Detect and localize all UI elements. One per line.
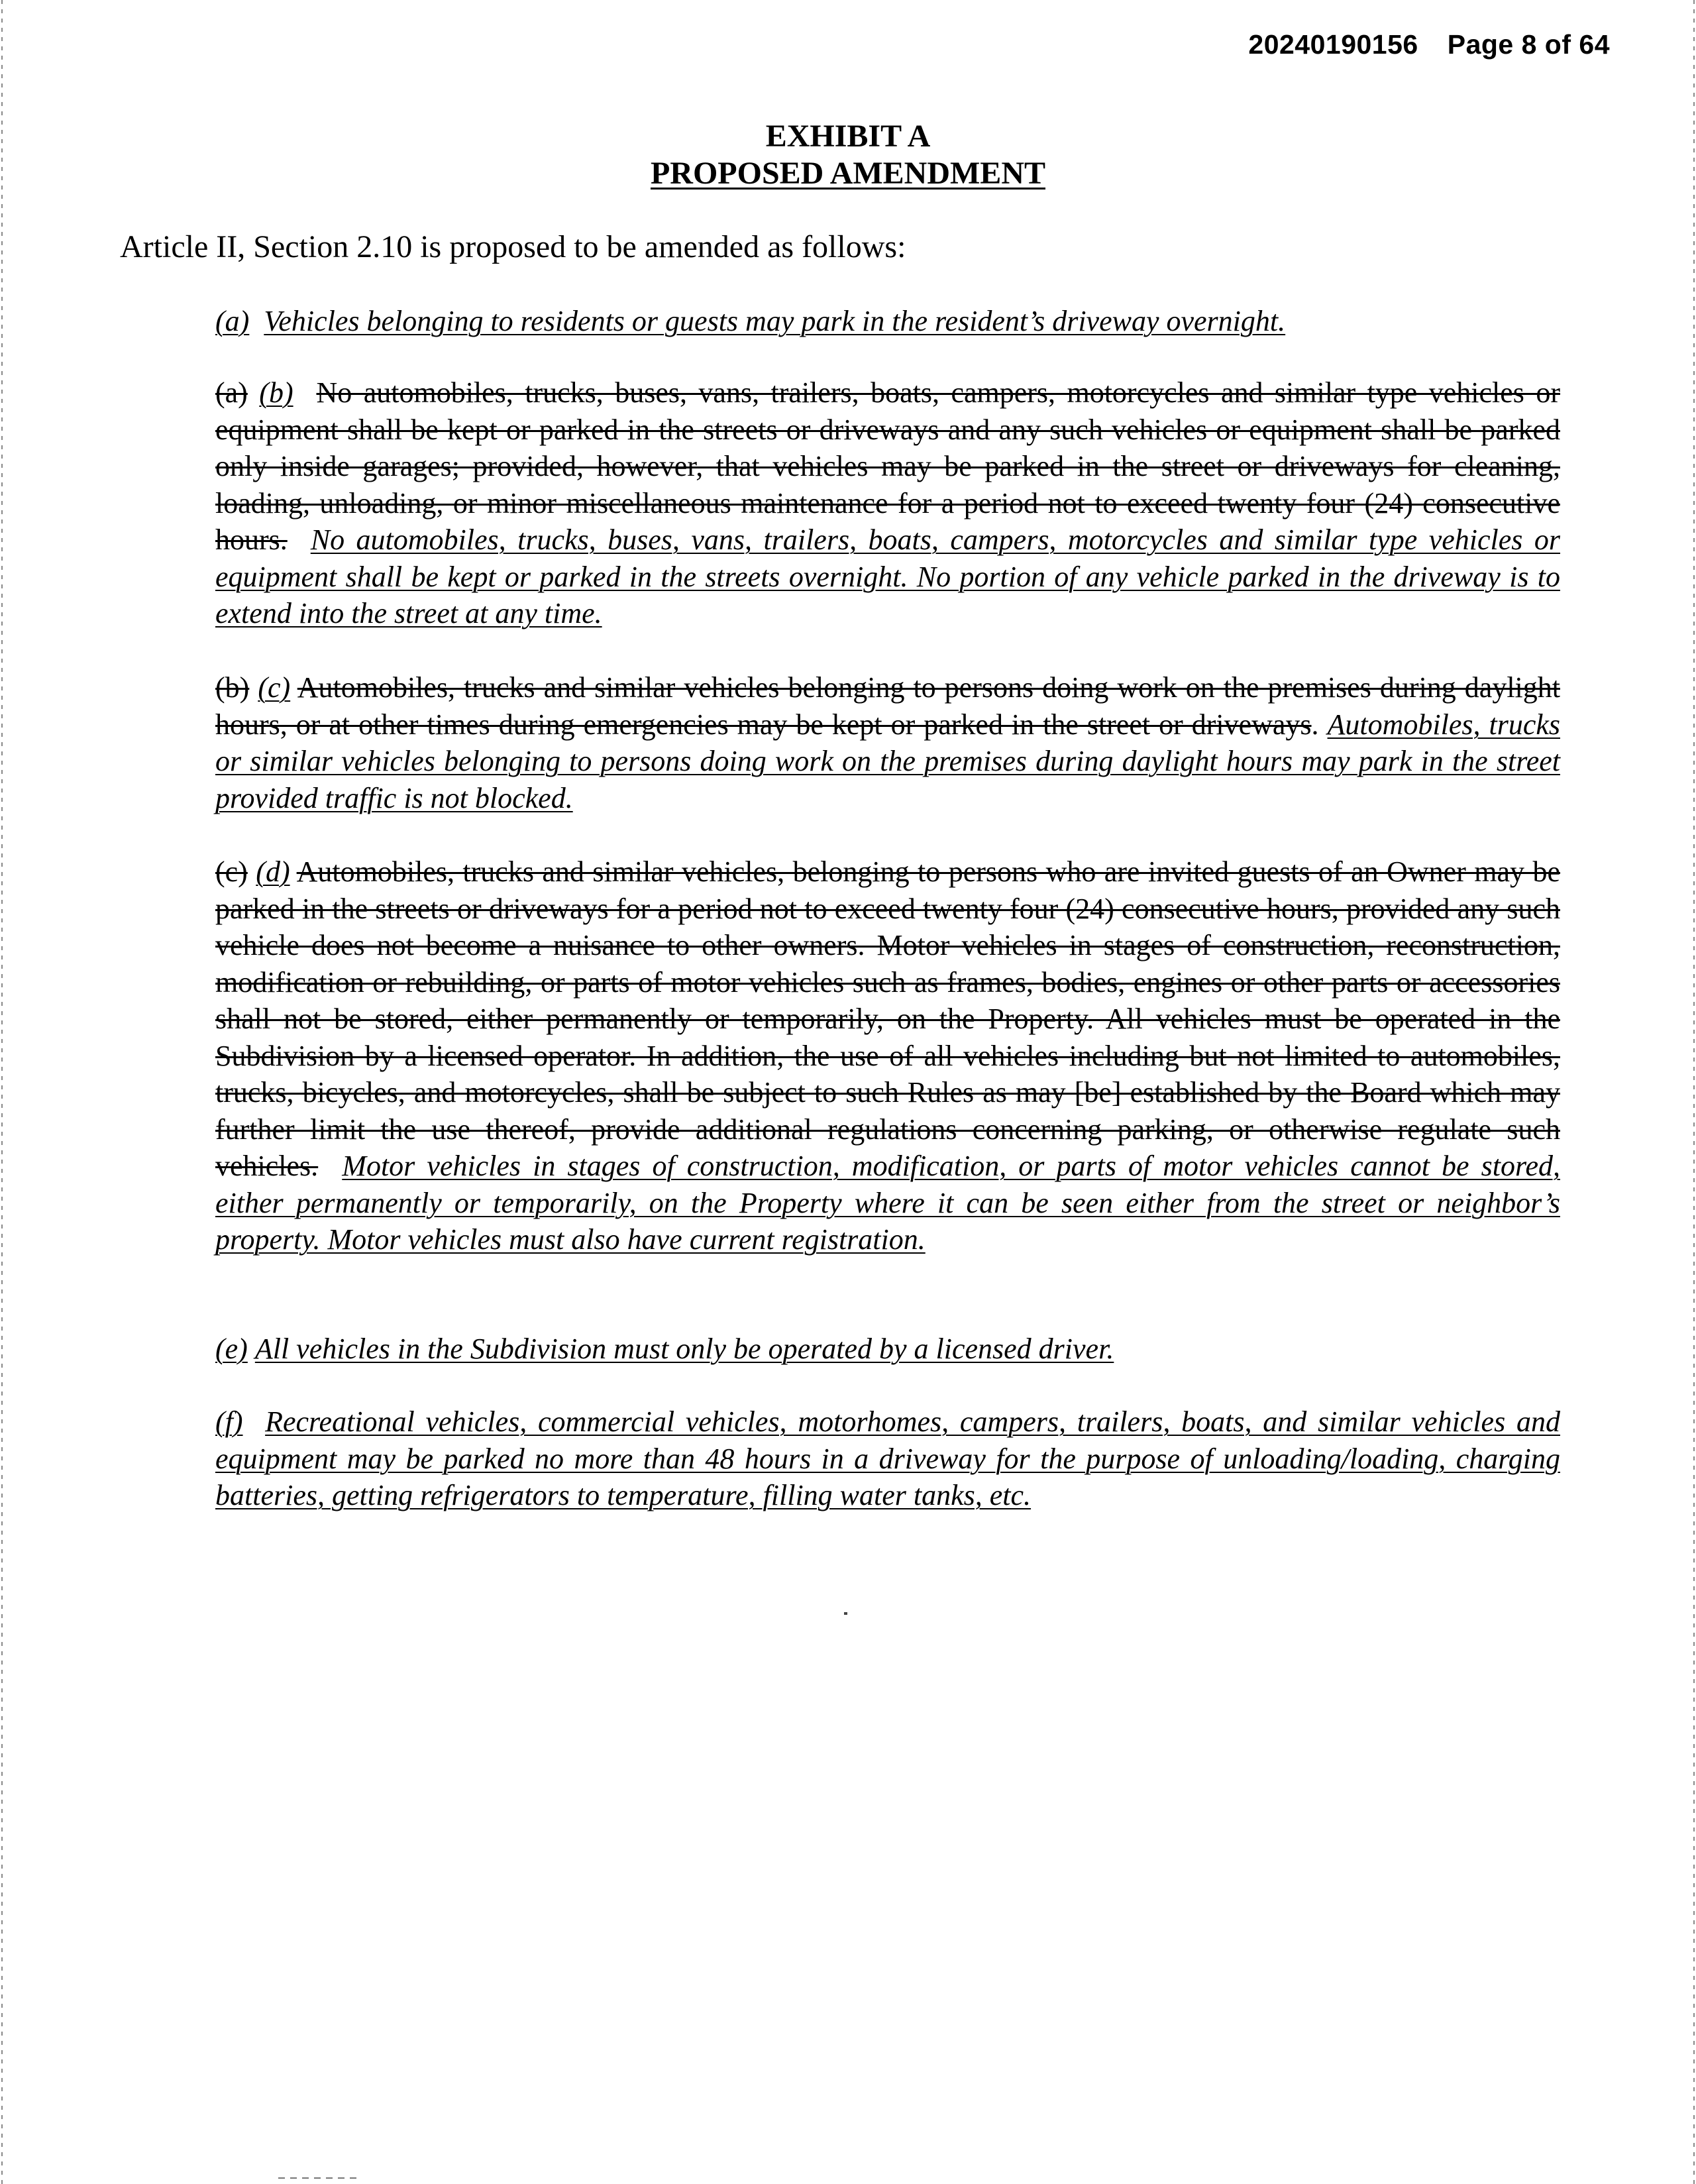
inserted-text: Recreational vehicles, commercial vehicles, motorhomes, campers, trailers, boats, and similar vehicles and equipment may be parked no more than 48 hours in a driveway for the purpose of unloading/loading, charging batteries, getting refrigerators to temperature, filling water tanks, etc.: [215, 1405, 1560, 1511]
new-marker: (f): [215, 1405, 243, 1438]
old-marker: (b): [215, 671, 250, 704]
intro-sentence: Article II, Section 2.10 is proposed to be amended as follows:: [120, 229, 906, 264]
inserted-text: Automobiles, trucks or similar vehicles belonging to persons doing work on the premises during daylight hours may park in the street provided traffic is not blocked.: [215, 708, 1561, 814]
recording-stamp: [1248, 29, 1610, 60]
new-marker: (c): [258, 671, 291, 704]
paragraph-a: [215, 303, 1560, 340]
paragraph-e: [215, 1331, 1560, 1368]
document-number: 20240190156: [1248, 29, 1418, 60]
scan-edge-bottom: [278, 2177, 358, 2179]
scan-edge-left: [1, 0, 3, 2184]
paragraph-d: [215, 853, 1560, 1258]
inserted-text: Motor vehicles in stages of construction, modification, or parts of motor vehicles cannot be stored, either permanently or temporarily, on the Property where it can be seen either from the street or neighbor’s property. Motor vehicles must also have current registration.: [215, 1150, 1560, 1256]
new-marker: (a): [215, 305, 250, 337]
scan-edge-right: [1693, 0, 1695, 2184]
deleted-text: Automobiles, trucks and similar vehicles, belonging to persons who are invited guests of an Owner may be parked in the streets or driveways for a period not to exceed twenty four (24) consecutive hours, provided any such vehicle does not become a nuisance to other owners. Motor vehicles in stages of construction, reconstruction, modification or rebuilding, or parts of motor vehicles such as frames, bodies, engines or other parts or accessories shall not be stored, either permanently or temporarily, on the Property. All vehicles must be operated in the Subdivision by a licensed operator. In addition, the use of all vehicles including but not limited to automobiles, trucks, bicycles, and motorcycles, shall be subject to such Rules as may [be] established by the Board which may further limit the use thereof, provide additional regulations concerning parking, or otherwise regulate such vehicles.: [215, 855, 1561, 1182]
inserted-text: Vehicles belonging to residents or guests may park in the resident’s driveway overnight.: [264, 305, 1286, 337]
paragraph-f: [215, 1403, 1560, 1514]
deleted-text: Automobiles, trucks and similar vehicles belonging to persons doing work on the premises during daylight hours, or at other times during emergencies may be kept or parked in the street or driveways: [215, 671, 1560, 741]
page-indicator: Page 8 of 64: [1447, 29, 1610, 60]
new-marker: (e): [215, 1333, 248, 1365]
old-marker: (a): [215, 376, 248, 409]
inserted-text: All vehicles in the Subdivision must only be operated by a licensed driver.: [254, 1333, 1114, 1365]
deleted-text: No automobiles, trucks, buses, vans, trailers, boats, campers, motorcycles and similar type vehicles or equipment shall be kept or parked in the streets or driveways and any such vehicles or equipment shall be parked only inside garages; provided, however, that vehicles may be parked in the street or driveways for cleaning, loading, unloading, or minor miscellaneous maintenance for a period not to exceed twenty four (24) consecutive hours.: [215, 376, 1561, 556]
new-marker: (b): [259, 376, 293, 409]
exhibit-title: EXHIBIT A: [765, 119, 931, 154]
scan-speck: [844, 1612, 847, 1615]
paragraph-c: [215, 669, 1560, 816]
inserted-text: No automobiles, trucks, buses, vans, trailers, boats, campers, motorcycles and similar type vehicles or equipment shall be kept or parked in the streets overnight. No portion of any vehicle parked in the driveway is to extend into the street at any time.: [215, 523, 1561, 629]
sentence-period: .: [1311, 708, 1319, 741]
old-marker: (c): [215, 855, 248, 888]
exhibit-subtitle: PROPOSED AMENDMENT: [650, 156, 1045, 191]
new-marker: (d): [256, 855, 290, 888]
paragraph-b: [215, 374, 1560, 632]
